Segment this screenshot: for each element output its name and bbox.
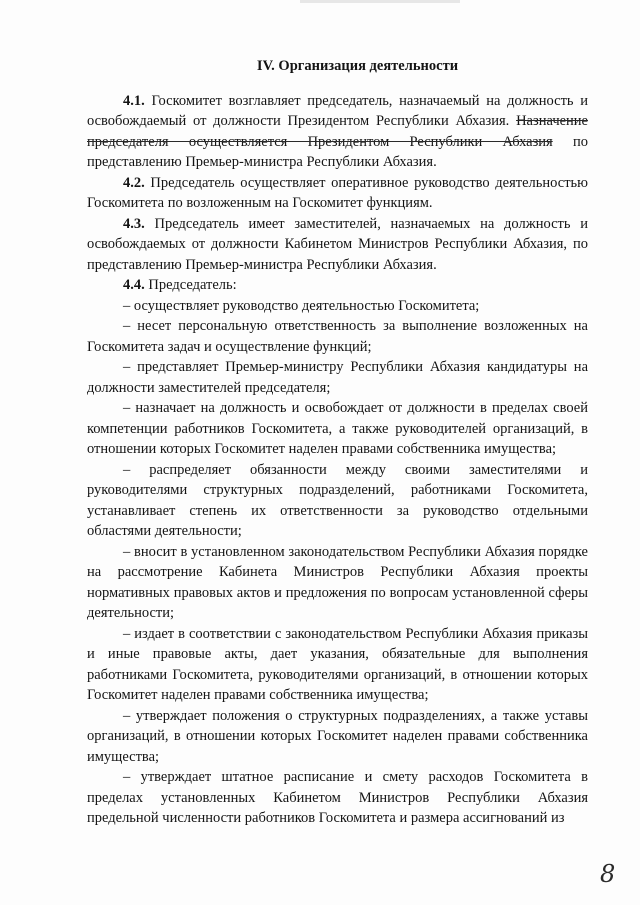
section-heading: IV. Организация деятельности xyxy=(256,58,459,74)
list-item: – вносит в установленном законодательством Республики Абхазия порядке на рассмотрение Кабинета Министров Республики Абхазия проекты нормативных правовых актов и предложения по вопросам установленной сферы деятельности; xyxy=(87,543,588,621)
paragraph-number: 4.2. xyxy=(123,174,145,191)
list-item: – распределяет обязанности между своими заместителями и руководителями структурных подразделений, работниками Госкомитета, устанавливает степень их ответственности за руководство отдельными областями деятельности; xyxy=(87,461,588,539)
list-item: – утверждает штатное расписание и смету расходов Госкомитета в пределах установленных Кабинетом Министров Республики Абхазия предельной численности работников Госкомитета и размера ассигнований из xyxy=(87,769,588,826)
list-item: – назначает на должность и освобождает от должности в пределах своей компетенции работников Госкомитета, а также руководителей организаций, в отношении которых Госкомитет наделен правами собственника имущества; xyxy=(87,400,588,457)
paragraph-number: 4.1. xyxy=(123,92,145,109)
paragraph-number: 4.3. xyxy=(123,215,145,232)
list-item: – издает в соответствии с законодательством Республики Абхазия приказы и иные правовые акты, дает указания, обязательные для выполнения работниками Госкомитета, руководителями организаций, в отношении которых Госкомитет наделен правами собственника имущества; xyxy=(87,625,588,703)
list-item: – утверждает положения о структурных подразделениях, а также уставы организаций, в отношении которых Госкомитет наделен правами собственника имущества; xyxy=(87,707,588,765)
paragraph-4-4 xyxy=(87,275,588,296)
paragraph-4-1 xyxy=(87,91,588,173)
page-number: 8 xyxy=(600,860,616,888)
paragraph-number: 4.4. xyxy=(123,277,145,293)
document-body xyxy=(87,56,588,829)
paragraph-text: Председатель: xyxy=(144,277,237,293)
paragraph-text: Председатель имеет заместителей, назначаемых на должность и освобождаемых от должности Кабинетом Министров Республики Абхазия, по представлению Премьер-министра Республики Абхазия. xyxy=(87,215,588,273)
scan-artifact xyxy=(300,0,460,3)
paragraph-text: Председатель осуществляет оперативное руководство деятельностью Госкомитета по возложенным на Госкомитет функциям. xyxy=(87,174,588,211)
list-item: – осуществляет руководство деятельностью Госкомитета; xyxy=(123,297,480,314)
paragraph-4-3 xyxy=(87,214,588,276)
paragraph-text: по представлению Премьер-министра Республики Абхазия. xyxy=(87,133,589,170)
paragraph-4-2 xyxy=(87,173,588,214)
struck-through-text: Назначение председателя осуществляется Президентом Республики Абхазия xyxy=(87,113,588,150)
list-item: – несет персональную ответственность за выполнение возложенных на Госкомитета задач и осуществление функций; xyxy=(87,318,588,355)
list-item: – представляет Премьер-министру Республики Абхазия кандидатуры на должности заместителей председателя; xyxy=(87,359,588,396)
paragraph-text: Госкомитет возглавляет председатель, назначаемый на должность и освобождаемый от должности Президентом Республики Абхазия. xyxy=(87,92,588,129)
